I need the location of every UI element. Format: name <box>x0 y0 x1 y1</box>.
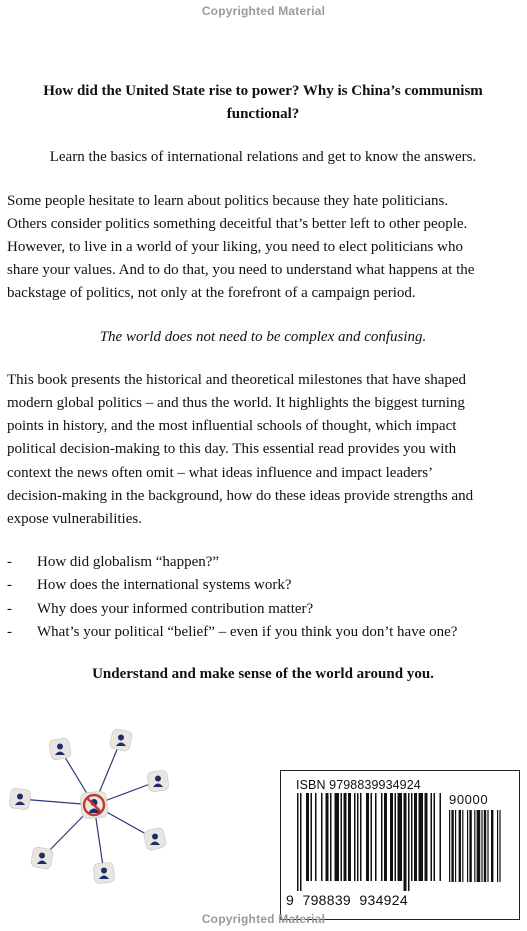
list-item: - How does the international systems work? <box>7 577 292 594</box>
paragraph-line: Others consider politics something deceitful that’s better left to other people. <box>7 215 468 232</box>
back-cover-text <box>7 80 519 686</box>
intro-line: Learn the basics of international relations and get to know the answers. <box>49 149 477 166</box>
list-item: - How did globalism “happen?” <box>7 554 220 571</box>
paragraph-line: context the news often omit – what ideas influence and impact leaders’ <box>7 464 434 481</box>
paragraph-line: Some people hesitate to learn about politics because they hate politicians. <box>7 192 449 209</box>
isbn-barcode-bars <box>297 793 443 901</box>
paragraph-line: However, to live in a world of your liking, you need to elect politicians who <box>7 239 463 256</box>
italic-tagline: The world does not need to be complex and confusing. <box>99 328 427 345</box>
barcode-digits: 9 798839 934924 <box>286 892 408 908</box>
heading-line-1: How did the United State rise to power? Why is China’s communism <box>43 83 483 99</box>
paragraph-line: modern global politics – and thus the world. It highlights the biggest turning <box>7 395 465 412</box>
paragraph-line: expose vulnerabilities. <box>7 511 142 528</box>
heading-line-2: functional? <box>226 106 300 123</box>
price-barcode-bars <box>449 810 504 892</box>
paragraph-line: points in history, and the most influential schools of thought, which impact <box>7 418 457 435</box>
paragraph-line: decision-making in the background, how do these ideas provide strengths and <box>7 487 474 504</box>
paragraph-line: political decision-making to this day. This essential read provides you with <box>7 441 457 458</box>
paragraph-line: backstage of politics, not only at the forefront of a campaign period. <box>7 285 416 302</box>
paragraph-politics <box>7 190 519 306</box>
prohibited-center-icon <box>80 791 108 819</box>
paragraph-book-description <box>7 369 519 531</box>
copyright-watermark-top: Copyrighted Material <box>201 4 326 18</box>
paragraph-line: share your values. And to do that, you need to understand what happens at the <box>7 262 475 279</box>
closing-line: Understand and make sense of the world around you. <box>92 666 434 682</box>
copyright-watermark-bottom: Copyrighted Material <box>201 912 326 926</box>
list-item: - Why does your informed contribution matter? <box>7 600 314 617</box>
isbn-label: ISBN 9798839934924 <box>296 778 421 792</box>
network-of-people-with-prohibited-center-icon <box>0 718 200 893</box>
question-list <box>7 551 519 644</box>
price-code: 90000 <box>449 792 489 807</box>
paragraph-line: This book presents the historical and theoretical milestones that have shaped <box>7 371 467 388</box>
list-item: - What’s your political “belief” – even if you think you don’t have one? <box>7 623 458 640</box>
